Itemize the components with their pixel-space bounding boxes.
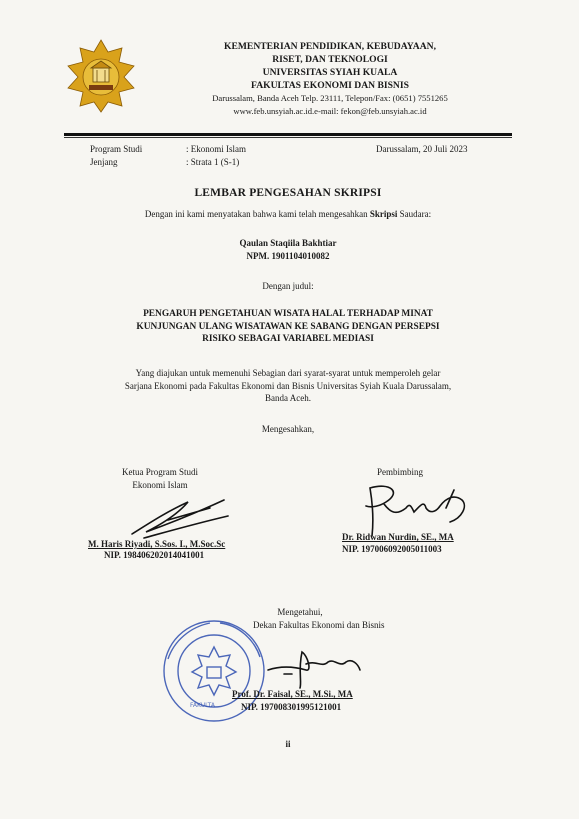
right-signer-role: Pembimbing: [376, 467, 423, 477]
program-value: : Ekonomi Islam: [186, 144, 246, 154]
university-emblem-icon: [62, 38, 140, 112]
thesis-title-line-1: PENGARUH PENGETAHUAN WISATA HALAL TERHADAP MINAT: [143, 309, 433, 319]
purpose-statement: [64, 367, 512, 405]
left-signer-nip: NIP. 198406202014041001: [104, 550, 205, 560]
svg-text:FAKULTA: FAKULTA: [190, 702, 215, 709]
right-signer-nip: NIP. 197006092005011003: [342, 544, 442, 554]
document-title: LEMBAR PENGESAHAN SKRIPSI: [194, 187, 382, 199]
header-divider-thick: [64, 133, 512, 136]
header-line-ministry: KEMENTERIAN PENDIDIKAN, KEBUDAYAAN,: [224, 41, 436, 52]
header-line-faculty: FAKULTAS EKONOMI DAN BISNIS: [251, 80, 409, 91]
left-signer-name: M. Haris Riyadi, S.Sos. I., M.Soc.Sc: [88, 539, 226, 549]
place-date: Darussalam, 20 Juli 2023: [376, 144, 468, 154]
right-signer-name: Dr. Ridwan Nurdin, SE., MA: [342, 532, 454, 542]
student-name: Qaulan Staqiila Bakhtiar: [239, 238, 337, 248]
header-line-address: Darussalam, Banda Aceh Telp. 23111, Telepon/Fax: (0651) 7551265: [212, 93, 448, 103]
level-value: : Strata 1 (S-1): [186, 157, 240, 167]
header-line-web-email: www.feb.unsyiah.ac.id.e-mail: fekon@feb.unsyiah.ac.id: [233, 106, 427, 116]
intro-text: Dengan ini kami menyatakan bahwa kami telah mengesahkan: [144, 209, 370, 219]
intro-bold-word: Skripsi: [369, 209, 398, 219]
dean-nip: NIP. 197008301995121001: [241, 702, 342, 712]
dean-name: Prof. Dr. Faisal, SE., M.Si., MA: [232, 689, 353, 699]
dean-role: Dekan Fakultas Ekonomi dan Bisnis: [253, 620, 385, 630]
thesis-title-line-3: RISIKO SEBAGAI VARIABEL MEDIASI: [202, 334, 374, 344]
purpose-line-1: Yang diajukan untuk memenuhi Sebagian dari syarat-syarat untuk memperoleh gelar: [135, 368, 441, 378]
program-label: Program Studi: [90, 144, 143, 154]
level-label: Jenjang: [90, 157, 118, 167]
left-role-line-2: Ekonomi Islam: [132, 479, 188, 490]
left-role-line-1: Ketua Program Studi: [122, 467, 198, 477]
header-divider-thin: [64, 137, 512, 138]
faculty-stamp-icon: [160, 617, 268, 730]
page-number: ii: [285, 739, 291, 749]
header-line-research: RISET, DAN TEKNOLOGI: [272, 54, 388, 65]
intro-statement: [64, 208, 512, 221]
purpose-line-2: Sarjana Ekonomi pada Fakultas Ekonomi dan Bisnis Universitas Syiah Kuala Darussalam,: [124, 380, 452, 391]
student-npm: NPM. 1901104010082: [246, 251, 330, 261]
left-signer-role: [80, 466, 240, 491]
dean-signature-icon: [262, 640, 372, 695]
purpose-line-3: Banda Aceh.: [265, 393, 311, 403]
known-label: Mengetahui,: [277, 607, 323, 617]
header-line-university: UNIVERSITAS SYIAH KUALA: [262, 67, 398, 78]
thesis-title: [64, 308, 512, 346]
intro-text-end: Saudara:: [397, 209, 432, 219]
letterhead: [150, 40, 510, 118]
with-title-label: Dengan judul:: [262, 281, 314, 291]
thesis-title-line-2: KUNJUNGAN ULANG WISATAWAN KE SABANG DENGAN PERSEPSI: [136, 321, 440, 332]
approved-label: Mengesahkan,: [261, 424, 315, 434]
